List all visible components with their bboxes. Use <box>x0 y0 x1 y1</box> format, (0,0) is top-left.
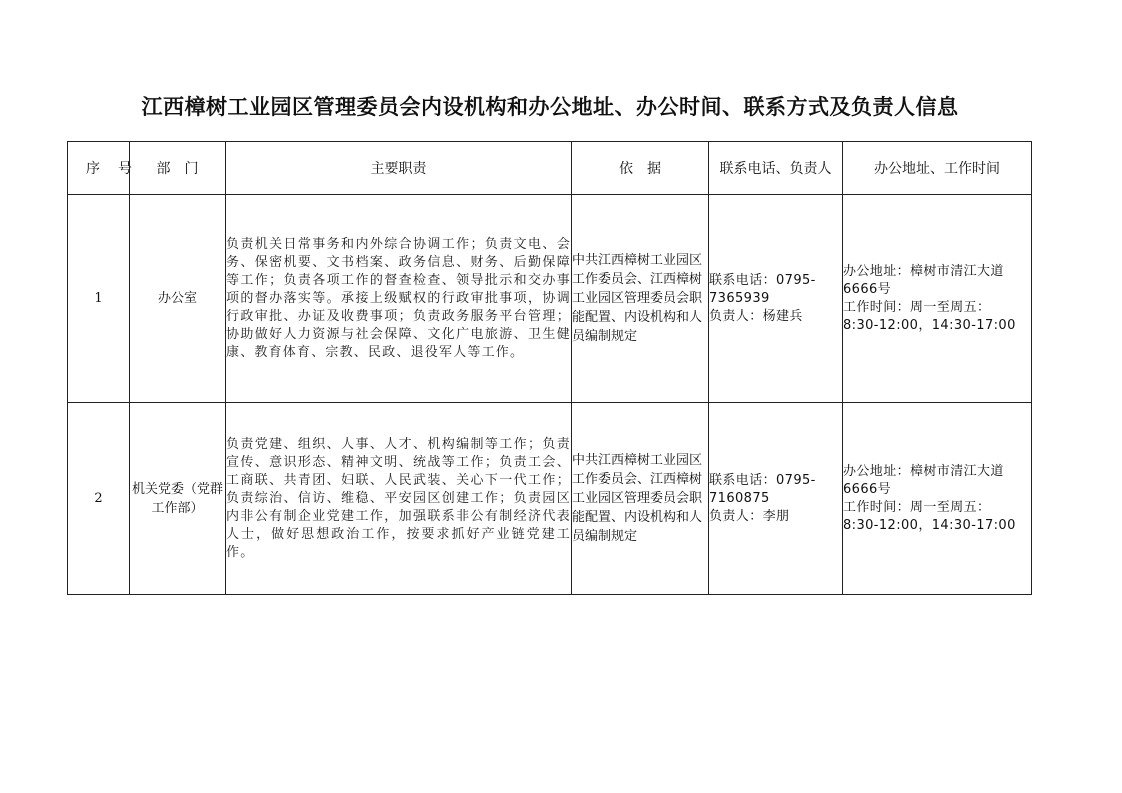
work-time: 8:30-12:00，14:30-17:00 <box>843 317 1016 333</box>
row-basis: 中共江西樟树工业园区工作委员会、江西樟树工业园区管理委员会职能配置、内设机构和人员编制规定 <box>572 403 709 595</box>
header-duty: 主要职责 <box>226 142 572 195</box>
row-duty: 负责机关日常事务和内外综合协调工作；负责文电、会务、保密机要、文书档案、政务信息、财务、后勤保障等工作；负责各项工作的督查检查、领导批示和交办事项的督办落实等。承接上级赋权的行政审批事项，协调行政审批、办证及收费事项；负责政务服务平台管理；协助做好人力资源与社会保障、文化广电旅游、卫生健康、教育体育、宗教、民政、退役军人等工作。 <box>226 195 572 403</box>
table-header-row <box>68 142 1032 195</box>
table-row <box>68 403 1032 595</box>
header-basis: 依据 <box>572 142 709 195</box>
contact-person: 负责人：杨建兵 <box>709 308 803 324</box>
work-time-label: 工作时间：周一至周五： <box>843 299 991 315</box>
row-address <box>843 403 1032 595</box>
row-contact <box>709 403 843 595</box>
row-contact <box>709 195 843 403</box>
page-title: 江西樟树工业园区管理委员会内设机构和办公地址、办公时间、联系方式及负责人信息 <box>141 94 959 119</box>
row-duty: 负责党建、组织、人事、人才、机构编制等工作；负责宣传、意识形态、精神文明、统战等工作；负责工会、工商联、共青团、妇联、人民武装、关心下一代工作；负责综治、信访、维稳、平安园区创建工作；负责园区内非公有制企业党建工作，加强联系非公有制经济代表人士，做好思想政治工作，按要求抓好产业链党建工作。 <box>226 403 572 595</box>
row-basis: 中共江西樟树工业园区工作委员会、江西樟树工业园区管理委员会职能配置、内设机构和人员编制规定 <box>572 195 709 403</box>
work-time-label: 工作时间：周一至周五： <box>843 499 991 515</box>
row-dept: 办公室 <box>130 195 226 403</box>
office-address: 办公地址：樟树市清江大道6666号 <box>843 263 1004 297</box>
contact-person: 负责人：李朋 <box>709 508 790 524</box>
header-contact: 联系电话、负责人 <box>709 142 843 195</box>
row-dept: 机关党委（党群工作部） <box>130 403 226 595</box>
row-address <box>843 195 1032 403</box>
header-index: 序号 <box>68 142 130 195</box>
info-table <box>67 141 1032 595</box>
row-index: 1 <box>68 195 130 403</box>
contact-phone: 联系电话：0795-7160875 <box>709 472 816 506</box>
row-index: 2 <box>68 403 130 595</box>
work-time: 8:30-12:00，14:30-17:00 <box>843 517 1016 533</box>
contact-phone: 联系电话：0795-7365939 <box>709 272 816 306</box>
office-address: 办公地址：樟树市清江大道6666号 <box>843 463 1004 497</box>
table-row <box>68 195 1032 403</box>
header-address: 办公地址、工作时间 <box>843 142 1032 195</box>
header-dept: 部门 <box>130 142 226 195</box>
